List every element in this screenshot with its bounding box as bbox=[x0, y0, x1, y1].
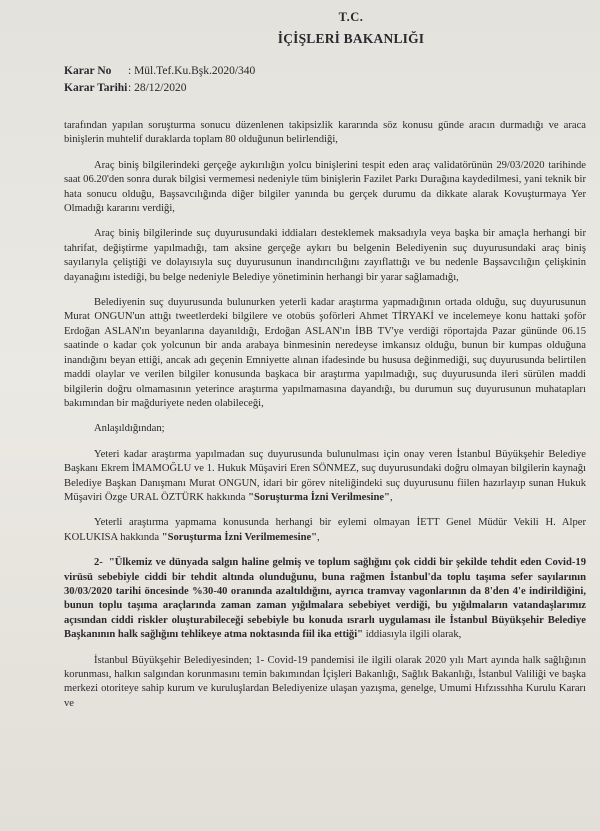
paragraph-7-decision: "Soruşturma İzni Verilmemesine" bbox=[161, 531, 318, 543]
karar-tarihi-label: Karar Tarihi bbox=[64, 82, 128, 94]
karar-no-row bbox=[64, 63, 586, 80]
paragraph-7 bbox=[64, 516, 586, 545]
paragraph-8-claim: "Ülkemiz ve dünyada salgın haline gelmiş ve toplum sağlığını çok ciddi bir şekilde tehdit eden Covid-19 virüsü sebebiyle ciddi bir tehdit altında olunduğunu, buna rağmen İstanbul'da toplu taşıma sefer sayılarının 30/03/2020 tarihi öncesinde %30-40 oranında azaltıldığını, ayrıca tramvay vagonlarının da 8'den 4'e indirildiğini, bunun toplu taşıma araçlarında zaman zaman yığılmalara sebebiyet verdiği, bu yığılmaların vatandaşlarımız açısından ciddi riskler oluşturabileceği sebebiyle bu konuda ısrarlı uygulaması ile İstanbul Büyükşehir Belediye Başkanının halk sağlığını tehlikeye atma noktasında fiil ika ettiği" bbox=[64, 557, 586, 641]
paragraph-9: İstanbul Büyükşehir Belediyesinden; 1- Covid-19 pandemisi ile ilgili olarak 2020 yılı Mart ayında halk sağlığının korunması, halkın salgından korunmasını temin bakımından İçişleri Bakanlığı, Sağlık Bakanlığı, İstanbul Valiliği ve başka merkezi otoriteye sahip kurum ve kuruluşlardan Belediyenize ulaşan yazışma, genelge, Umumi Hıfzıssıhha Kurulu Kararı ve bbox=[64, 654, 586, 709]
paragraph-8-tail: iddiasıyla ilgili olarak, bbox=[363, 629, 462, 641]
paragraph-8-number: 2- bbox=[94, 557, 103, 569]
paragraph-4: Belediyenin suç duyurusunda bulunurken yeterli kadar araştırma yapmadığının ortada olduğu, suç duyurusunun Murat ONGUN'un attığı tweetlerdeki bilgilere ve otobüs şoförleri Ahmet TİRYAKİ ve incelemeye konu hattaki şoför Erdoğan ASLAN'ın beyanlarına dayanıldığı, Erdoğan ASLAN'ın İBB TV'ye verdiği röportajda Pazar gününde 06.15 saatinde o kadar çok yolcunun bir anda arabaya binmesinin neredeyse imkansız olduğu, bunun bir kumpas olduğuna inandığını beyan ettiği, ancak adı geçenin Emniyette alınan ifadesinde bu hususa değinmediği, suç duyurusunda belirtilen maddi olaylar ve verilen bilgiler konusunda başkaca bir araştırma yapılmadığı, suç duyurusunda ileri sürülen maddi bilgilerin doğru olmamasının yeterince araştırma yapılmamasına dayandığı, bu durumun suç duyurusunun muhatapları bakımından bir mağduriyete neden olabileceği, bbox=[64, 297, 586, 409]
karar-no-label: Karar No bbox=[64, 65, 112, 77]
decision-meta bbox=[64, 63, 586, 97]
paragraph-6 bbox=[64, 448, 586, 506]
paragraph-8 bbox=[64, 556, 586, 642]
paragraph-7-text: Yeterli araştırma yapmama konusunda herhangi bir eylemi olmayan İETT Genel Müdür Vekili H. Alper KOLUKISA hakkında bbox=[64, 517, 586, 543]
paragraph-1: tarafından yapılan soruşturma sonucu düzenlenen takipsizlik kararında söz konusu günde aracın durmadığı ve araca binişlerin muhtelif duraklarda toplam 80 olduğunun belirlendiği, bbox=[64, 120, 586, 146]
header-tc: T.C. bbox=[338, 10, 364, 24]
paragraph-6-decision: "Soruşturma İzni Verilmesine" bbox=[248, 491, 390, 503]
paragraph-3: Araç biniş bilgilerinde suç duyurusundaki iddiaları desteklemek maksadıyla veya başka bir amaçla herhangi bir tahrifat, değiştirme yapılmadığı, tam aksine gerçeğe aykırı bu belgenin Belediyenin suç duyurusundaki araç biniş sayılarıyla çeliştiği ve dolayısıyla suç duyurusunun inandırıcılığını zayıflattığı ve bu nedenle Başsavcılığın çelişkinin dayanağını istediği, bu belge nedeniyle Belediye yönetiminin herhangi bir yarar sağlamadığı, bbox=[64, 228, 586, 283]
karar-tarihi-row bbox=[64, 80, 586, 97]
paragraph-6-text: Yeteri kadar araştırma yapılmadan suç duyurusunda bulunulması için onay veren İstanbul Büyükşehir Belediye Başkanı Ekrem İMAMOĞLU ve 1. Hukuk Müşaviri Eren SÖNMEZ, suç duyurusundaki doğru olmayan bilgilerin kaynağı Belediye Başkan Danışmanı Murat ONGUN, idari bir görev niteliğindeki suç duyurusunu fiilen hazırlayıp sunan Hukuk Müşaviri Özge URAL ÖZTÜRK hakkında bbox=[64, 448, 586, 503]
document-header bbox=[64, 10, 586, 47]
header-ministry: İÇİŞLERİ BAKANLIĞI bbox=[277, 31, 425, 46]
paragraph-6-end: , bbox=[389, 491, 393, 503]
paragraph-2: Araç biniş bilgilerindeki gerçeğe aykırılığın yolcu binişlerini tespit eden araç validatörünün 29/03/2020 tarihinde saat 06.20'den sonra durak bilgisi vermemesi nedeniyle tüm binişlerin Fazilet Parkı Durağına kaydedilmesi, yani teknik bir hata sonucu olduğu, Başsavcılığında diğer bilgiler yanında bu gerçek durumu da dikkate alarak Kovuşturmaya Yer Olmadığı kararını verdiği, bbox=[64, 159, 586, 215]
karar-no-value: : Mül.Tef.Ku.Bşk.2020/340 bbox=[128, 65, 256, 77]
document-body bbox=[64, 119, 586, 711]
paragraph-anlasildigindan: Anlaşıldığından; bbox=[94, 423, 165, 435]
paragraph-7-end: , bbox=[317, 531, 320, 543]
karar-tarihi-value: : 28/12/2020 bbox=[128, 82, 187, 94]
